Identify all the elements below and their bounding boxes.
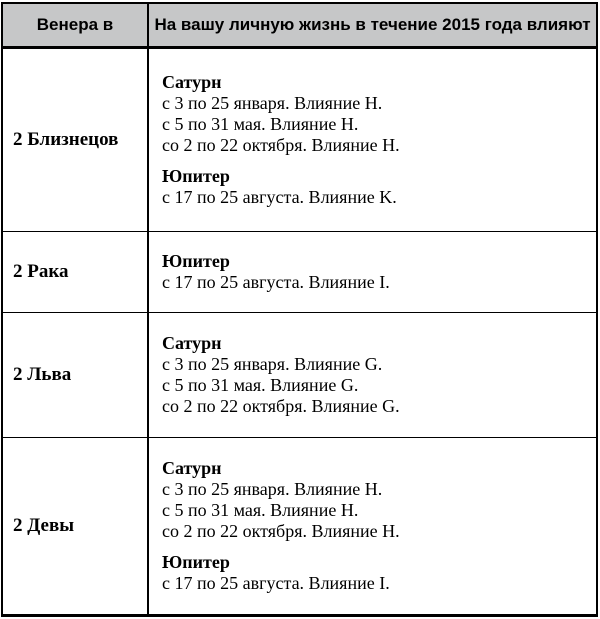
- table-row-leo: [3, 313, 596, 438]
- planet-block-jupiter: [162, 251, 590, 293]
- sign-label: 2 Рака: [13, 261, 69, 282]
- planet-heading: Юпитер: [162, 552, 230, 572]
- sign-cell: [3, 232, 149, 312]
- header-venus-label: Венера в: [36, 15, 114, 34]
- influence-line: с 17 по 25 августа. Влияние I.: [162, 272, 390, 292]
- influence-line: с 3 по 25 января. Влияние H.: [162, 93, 383, 113]
- planet-block-saturn: [162, 458, 590, 542]
- influence-line: с 5 по 31 мая. Влияние H.: [162, 114, 359, 134]
- influence-cell: [149, 313, 596, 437]
- planet-heading: Сатурн: [162, 72, 222, 92]
- planet-heading: Сатурн: [162, 458, 222, 478]
- sign-cell: [3, 49, 149, 231]
- header-cell-influence: [149, 4, 596, 46]
- influence-line: со 2 по 22 октября. Влияние G.: [162, 396, 400, 416]
- influence-line: с 5 по 31 мая. Влияние H.: [162, 500, 359, 520]
- header-influence-label: На вашу личную жизнь в течение 2015 года влияют: [154, 15, 591, 34]
- planet-block-saturn: [162, 333, 590, 417]
- table-header-row: [3, 4, 596, 49]
- planet-heading: Юпитер: [162, 251, 230, 271]
- sign-label: 2 Девы: [13, 515, 75, 536]
- influence-line: с 17 по 25 августа. Влияние I.: [162, 573, 390, 593]
- influence-line: с 3 по 25 января. Влияние G.: [162, 354, 383, 374]
- influence-line: с 5 по 31 мая. Влияние G.: [162, 375, 359, 395]
- planet-heading: Сатурн: [162, 333, 222, 353]
- influence-line: с 3 по 25 января. Влияние H.: [162, 479, 383, 499]
- influence-line: с 17 по 25 августа. Влияние K.: [162, 187, 397, 207]
- sign-cell: [3, 438, 149, 614]
- header-cell-venus: [3, 4, 149, 46]
- planet-heading: Юпитер: [162, 166, 230, 186]
- influence-line: со 2 по 22 октября. Влияние H.: [162, 521, 400, 541]
- table-row-cancer: [3, 232, 596, 313]
- venus-influence-table: [1, 2, 598, 617]
- planet-block-jupiter: [162, 552, 590, 594]
- influence-cell: [149, 438, 596, 614]
- sign-label: 2 Льва: [13, 364, 72, 385]
- influence-cell: [149, 232, 596, 312]
- influence-cell: [149, 49, 596, 231]
- influence-line: со 2 по 22 октября. Влияние H.: [162, 135, 400, 155]
- planet-block-saturn: [162, 72, 590, 156]
- planet-block-jupiter: [162, 166, 590, 208]
- sign-label: 2 Близнецов: [13, 129, 119, 150]
- table-row-gemini: [3, 49, 596, 232]
- table-row-virgo: [3, 438, 596, 614]
- sign-cell: [3, 313, 149, 437]
